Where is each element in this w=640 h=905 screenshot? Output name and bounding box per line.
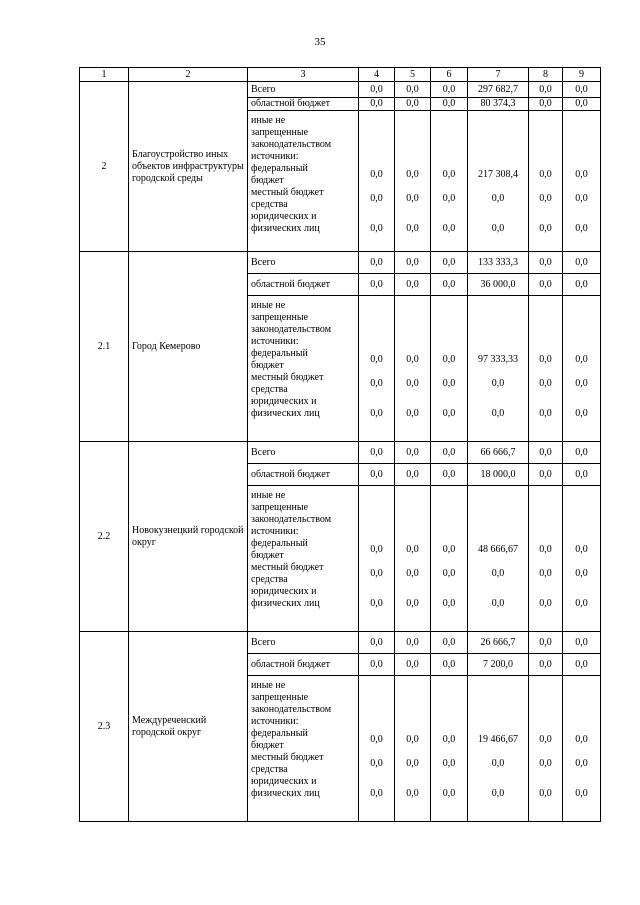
value-cell-stack — [529, 296, 563, 442]
group-number: 2.2 — [80, 442, 129, 632]
value-federal: 0,0 — [406, 169, 419, 180]
value-private: 0,0 — [491, 788, 505, 799]
value-federal: 97 333,33 — [478, 354, 518, 365]
value-cell: 0,0 — [431, 654, 468, 676]
value-federal: 0,0 — [575, 354, 588, 365]
value-cell-stack — [359, 296, 395, 442]
source-label-line: источники: — [251, 336, 299, 347]
value-local: 0,0 — [575, 568, 588, 579]
value-cell: 0,0 — [359, 98, 395, 111]
value-cell: 0,0 — [563, 252, 601, 274]
header-cell: 2 — [129, 68, 248, 82]
value-federal: 0,0 — [370, 544, 383, 555]
header-cell: 9 — [563, 68, 601, 82]
value-cell: 0,0 — [395, 82, 431, 98]
header-cell: 5 — [395, 68, 431, 82]
source-label-line: средства — [251, 199, 288, 210]
value-cell: 0,0 — [359, 82, 395, 98]
source-label-line: местный бюджет — [251, 187, 324, 198]
group-row-vsego — [80, 632, 601, 654]
group-name: Город Кемерово — [129, 252, 248, 442]
source-label-line: запрещенные — [251, 692, 309, 703]
value-cell-stack — [359, 676, 395, 822]
value-cell: 0,0 — [395, 632, 431, 654]
value-cell-stack — [431, 676, 468, 822]
value-cell-stack — [431, 296, 468, 442]
value-cell-stack — [395, 111, 431, 252]
value-private: 0,0 — [406, 408, 419, 419]
source-label-line: иные не — [251, 115, 286, 126]
value-local: 0,0 — [406, 758, 419, 769]
value-cell: 0,0 — [431, 98, 468, 111]
value-private: 0,0 — [370, 223, 383, 234]
value-cell: 0,0 — [529, 654, 563, 676]
value-cell: 0,0 — [529, 464, 563, 486]
value-cell: 80 374,3 — [468, 98, 529, 111]
source-label: областной бюджет — [248, 654, 359, 676]
value-local: 0,0 — [491, 568, 505, 579]
header-cell: 8 — [529, 68, 563, 82]
value-cell-stack — [468, 486, 529, 632]
value-private: 0,0 — [539, 408, 552, 419]
value-local: 0,0 — [406, 193, 419, 204]
value-cell: 0,0 — [431, 82, 468, 98]
source-label-line: бюджет — [251, 550, 284, 561]
value-cell-stack — [359, 486, 395, 632]
value-federal: 0,0 — [406, 354, 419, 365]
source-label-line: юридических и — [251, 396, 317, 407]
source-label-line: средства — [251, 574, 288, 585]
value-cell: 0,0 — [563, 274, 601, 296]
value-cell: 0,0 — [431, 632, 468, 654]
value-cell-stack — [468, 676, 529, 822]
value-cell: 0,0 — [395, 442, 431, 464]
value-cell-stack — [431, 486, 468, 632]
value-cell: 0,0 — [529, 632, 563, 654]
header-cell: 1 — [80, 68, 129, 82]
value-cell: 0,0 — [563, 464, 601, 486]
value-private: 0,0 — [539, 223, 552, 234]
value-cell: 133 333,3 — [468, 252, 529, 274]
source-label-line: источники: — [251, 526, 299, 537]
header-cell: 3 — [248, 68, 359, 82]
value-cell: 0,0 — [359, 252, 395, 274]
value-cell: 0,0 — [529, 252, 563, 274]
source-label-block — [248, 676, 359, 822]
value-private: 0,0 — [491, 598, 505, 609]
value-cell: 0,0 — [359, 654, 395, 676]
source-label-line: законодательством — [251, 139, 332, 150]
header-cell: 7 — [468, 68, 529, 82]
value-federal: 0,0 — [370, 734, 383, 745]
value-local: 0,0 — [406, 378, 419, 389]
source-label-block — [248, 111, 359, 252]
group-row-vsego — [80, 442, 601, 464]
value-cell: 0,0 — [431, 252, 468, 274]
value-cell: 36 000,0 — [468, 274, 529, 296]
source-label-line: физических лиц — [251, 223, 320, 234]
source-label-line: физических лиц — [251, 788, 320, 799]
value-private: 0,0 — [406, 598, 419, 609]
value-federal: 0,0 — [575, 169, 588, 180]
value-cell: 0,0 — [529, 98, 563, 111]
value-cell: 0,0 — [563, 98, 601, 111]
value-local: 0,0 — [442, 193, 456, 204]
source-label: Всего — [248, 632, 359, 654]
source-label-line: федеральный — [251, 348, 308, 359]
group-name: Междуреченский городской округ — [129, 632, 248, 822]
source-label-line: источники: — [251, 151, 299, 162]
value-cell-stack — [468, 296, 529, 442]
value-cell-stack — [563, 486, 601, 632]
value-private: 0,0 — [442, 788, 456, 799]
source-label-line: иные не — [251, 300, 286, 311]
value-federal: 0,0 — [539, 354, 552, 365]
source-label-line: федеральный — [251, 538, 308, 549]
value-private: 0,0 — [575, 598, 588, 609]
value-federal: 48 666,67 — [478, 544, 518, 555]
header-row — [80, 68, 601, 82]
value-federal: 0,0 — [575, 544, 588, 555]
source-label-line: федеральный — [251, 728, 308, 739]
value-private: 0,0 — [539, 788, 552, 799]
header-cell: 6 — [431, 68, 468, 82]
source-label-line: федеральный — [251, 163, 308, 174]
source-label-line: юридических и — [251, 211, 317, 222]
value-federal: 0,0 — [539, 734, 552, 745]
group-number: 2.3 — [80, 632, 129, 822]
value-local: 0,0 — [491, 378, 505, 389]
value-local: 0,0 — [575, 193, 588, 204]
value-cell: 0,0 — [529, 274, 563, 296]
value-cell-stack — [529, 486, 563, 632]
value-private: 0,0 — [539, 598, 552, 609]
value-local: 0,0 — [575, 378, 588, 389]
source-label-line: средства — [251, 384, 288, 395]
value-cell: 0,0 — [563, 632, 601, 654]
value-cell: 0,0 — [359, 464, 395, 486]
value-private: 0,0 — [491, 223, 505, 234]
value-private: 0,0 — [370, 788, 383, 799]
group-row-vsego — [80, 252, 601, 274]
source-label-line: бюджет — [251, 740, 284, 751]
value-local: 0,0 — [442, 568, 456, 579]
value-cell: 0,0 — [395, 98, 431, 111]
value-local: 0,0 — [539, 193, 552, 204]
source-label: Всего — [248, 82, 359, 98]
value-private: 0,0 — [575, 223, 588, 234]
value-cell: 0,0 — [563, 82, 601, 98]
value-local: 0,0 — [370, 568, 383, 579]
value-local: 0,0 — [406, 568, 419, 579]
source-label-line: законодательством — [251, 704, 332, 715]
value-cell-stack — [395, 486, 431, 632]
value-cell: 0,0 — [395, 274, 431, 296]
source-label-line: средства — [251, 764, 288, 775]
value-cell: 0,0 — [395, 464, 431, 486]
source-label-line: законодательством — [251, 324, 332, 335]
value-federal: 0,0 — [539, 544, 552, 555]
value-local: 0,0 — [370, 378, 383, 389]
group-row-vsego — [80, 82, 601, 98]
value-private: 0,0 — [491, 408, 505, 419]
source-label-line: запрещенные — [251, 127, 309, 138]
page-number: 35 — [314, 36, 326, 48]
value-federal: 0,0 — [442, 169, 456, 180]
group-name: Новокузнецкий городской округ — [129, 442, 248, 632]
source-label: областной бюджет — [248, 274, 359, 296]
value-private: 0,0 — [442, 408, 456, 419]
source-label-line: юридических и — [251, 776, 317, 787]
value-federal: 0,0 — [406, 544, 419, 555]
value-federal: 0,0 — [370, 354, 383, 365]
value-cell-stack — [395, 296, 431, 442]
value-federal: 0,0 — [370, 169, 383, 180]
budget-table — [79, 67, 601, 822]
value-private: 0,0 — [370, 598, 383, 609]
value-cell: 66 666,7 — [468, 442, 529, 464]
source-label-line: физических лиц — [251, 408, 320, 419]
value-cell-stack — [395, 676, 431, 822]
value-cell: 0,0 — [563, 442, 601, 464]
source-label-line: запрещенные — [251, 312, 309, 323]
value-cell: 0,0 — [359, 632, 395, 654]
source-label-line: иные не — [251, 490, 286, 501]
source-label-line: физических лиц — [251, 598, 320, 609]
group-number: 2 — [80, 82, 129, 252]
source-label-line: запрещенные — [251, 502, 309, 513]
value-federal: 0,0 — [539, 169, 552, 180]
value-local: 0,0 — [539, 568, 552, 579]
source-label: Всего — [248, 442, 359, 464]
value-cell: 0,0 — [395, 654, 431, 676]
source-label-line: иные не — [251, 680, 286, 691]
value-local: 0,0 — [442, 758, 456, 769]
value-cell-stack — [359, 111, 395, 252]
value-private: 0,0 — [370, 408, 383, 419]
group-name: Благоустройство иных объектов инфраструктуры городской среды — [129, 82, 248, 252]
value-cell-stack — [529, 676, 563, 822]
value-local: 0,0 — [442, 378, 456, 389]
value-local: 0,0 — [370, 758, 383, 769]
source-label-line: законодательством — [251, 514, 332, 525]
value-cell-stack — [529, 111, 563, 252]
source-label-block — [248, 486, 359, 632]
value-cell: 0,0 — [529, 442, 563, 464]
value-cell: 0,0 — [431, 274, 468, 296]
source-label-block — [248, 296, 359, 442]
value-cell: 18 000,0 — [468, 464, 529, 486]
value-cell-stack — [563, 111, 601, 252]
value-federal: 0,0 — [575, 734, 588, 745]
value-cell-stack — [468, 111, 529, 252]
source-label-line: местный бюджет — [251, 562, 324, 573]
value-cell: 0,0 — [359, 442, 395, 464]
value-private: 0,0 — [406, 223, 419, 234]
value-private: 0,0 — [575, 788, 588, 799]
value-cell-stack — [563, 676, 601, 822]
value-federal: 0,0 — [442, 354, 456, 365]
value-cell: 297 682,7 — [468, 82, 529, 98]
value-cell: 0,0 — [529, 82, 563, 98]
source-label-line: местный бюджет — [251, 752, 324, 763]
source-label: областной бюджет — [248, 464, 359, 486]
value-federal: 0,0 — [442, 544, 456, 555]
value-federal: 19 466,67 — [478, 734, 518, 745]
source-label: Всего — [248, 252, 359, 274]
value-federal: 217 308,4 — [478, 169, 518, 180]
value-cell: 0,0 — [395, 252, 431, 274]
value-cell: 7 200,0 — [468, 654, 529, 676]
value-private: 0,0 — [442, 223, 456, 234]
value-local: 0,0 — [539, 758, 552, 769]
value-cell-stack — [431, 111, 468, 252]
value-local: 0,0 — [491, 758, 505, 769]
value-local: 0,0 — [491, 193, 505, 204]
value-federal: 0,0 — [406, 734, 419, 745]
value-local: 0,0 — [575, 758, 588, 769]
value-cell: 0,0 — [431, 442, 468, 464]
value-private: 0,0 — [406, 788, 419, 799]
group-number: 2.1 — [80, 252, 129, 442]
value-cell: 26 666,7 — [468, 632, 529, 654]
source-label: областной бюджет — [248, 98, 359, 111]
value-local: 0,0 — [370, 193, 383, 204]
source-label-line: бюджет — [251, 175, 284, 186]
value-private: 0,0 — [442, 598, 456, 609]
value-cell-stack — [563, 296, 601, 442]
source-label-line: источники: — [251, 716, 299, 727]
source-label-line: местный бюджет — [251, 372, 324, 383]
header-cell: 4 — [359, 68, 395, 82]
source-label-line: юридических и — [251, 586, 317, 597]
value-federal: 0,0 — [442, 734, 456, 745]
value-cell: 0,0 — [359, 274, 395, 296]
value-private: 0,0 — [575, 408, 588, 419]
value-cell: 0,0 — [563, 654, 601, 676]
value-cell: 0,0 — [431, 464, 468, 486]
value-local: 0,0 — [539, 378, 552, 389]
source-label-line: бюджет — [251, 360, 284, 371]
